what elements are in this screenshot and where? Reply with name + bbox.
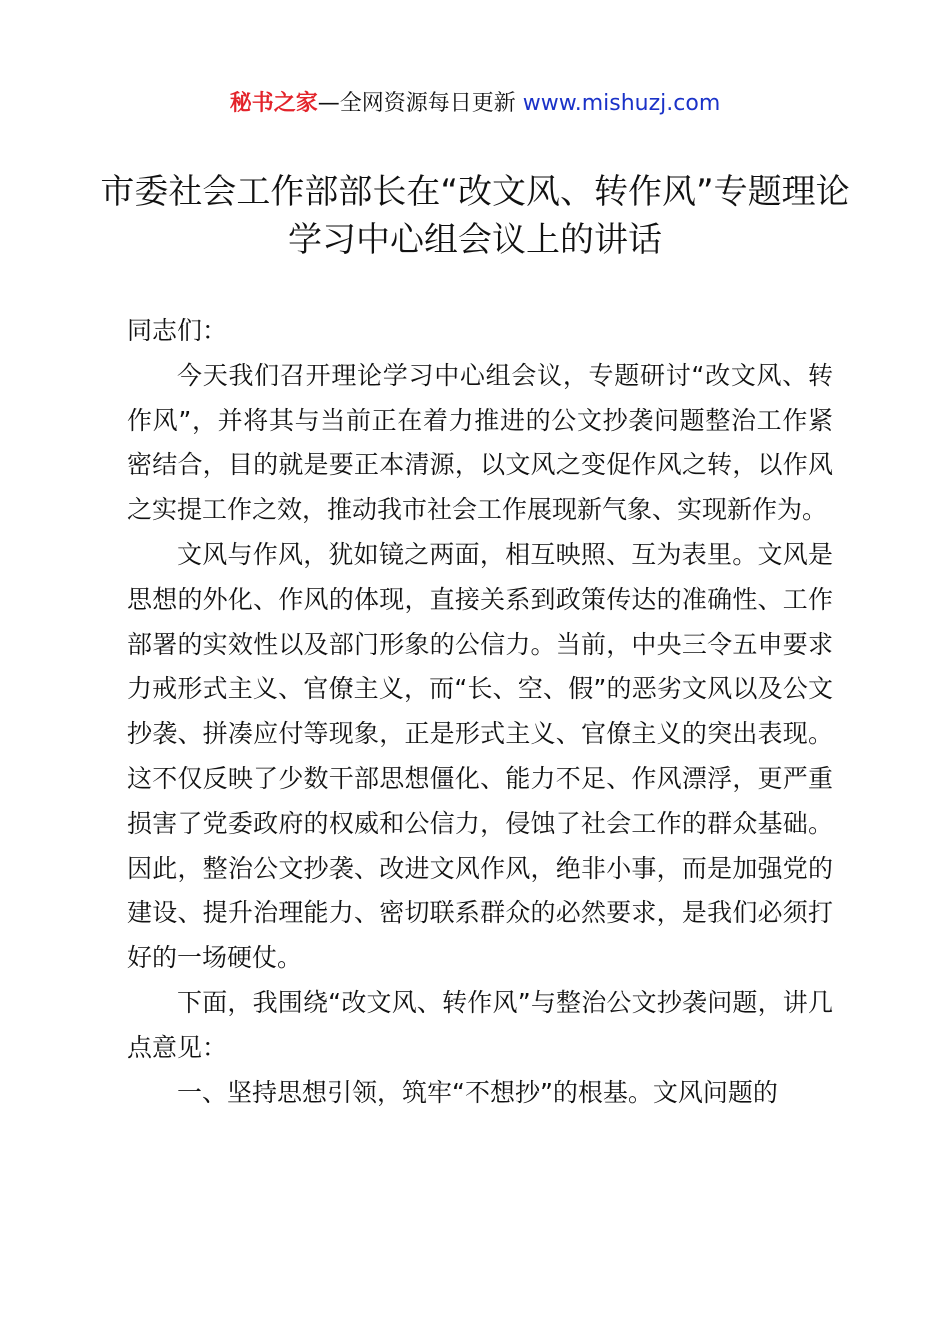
site-header <box>0 88 950 120</box>
site-brand: 秘书之家 <box>229 91 318 116</box>
body-paragraph: 下面，我围绕“改文风、转作风”与整治公文抄袭问题，讲几点意见： <box>127 987 833 1062</box>
body-paragraph: 今天我们召开理论学习中心组会议，专题研讨“改文风、转作风”，并将其与当前正在着力推进的公文抄袭问题整治工作紧密结合，目的就是要正本清源，以文风之变促作风之转，以作风之实提工作之效，推动我市社会工作展现新气象、实现新作为。 <box>127 360 833 525</box>
site-url-link[interactable]: www.mishuzj.com <box>522 91 721 116</box>
document-body <box>127 309 833 1115</box>
site-tagline: —全网资源每日更新 <box>317 91 516 116</box>
document-title: 市委社会工作部部长在“改文风、转作风”专题理论学习中心组会议上的讲话 <box>100 172 850 260</box>
section-heading-paragraph: 一、坚持思想引领，筑牢“不想抄”的根基。文风问题的 <box>177 1077 778 1107</box>
salutation: 同志们： <box>127 316 228 345</box>
body-paragraph: 文风与作风，犹如镜之两面，相互映照、互为表里。文风是思想的外化、作风的体现，直接关系到政策传达的准确性、工作部署的实效性以及部门形象的公信力。当前，中央三令五申要求力戒形式主义、官僚主义，而“长、空、假”的恶劣文风以及公文抄袭、拼凑应付等现象，正是形式主义、官僚主义的突出表现。这不仅反映了少数干部思想僵化、能力不足、作风漂浮，更严重损害了党委政府的权威和公信力，侵蚀了社会工作的群众基础。因此，整治公文抄袭、改进文风作风，绝非小事，而是加强党的建设、提升治理能力、密切联系群众的必然要求，是我们必须打好的一场硬仗。 <box>127 539 833 973</box>
